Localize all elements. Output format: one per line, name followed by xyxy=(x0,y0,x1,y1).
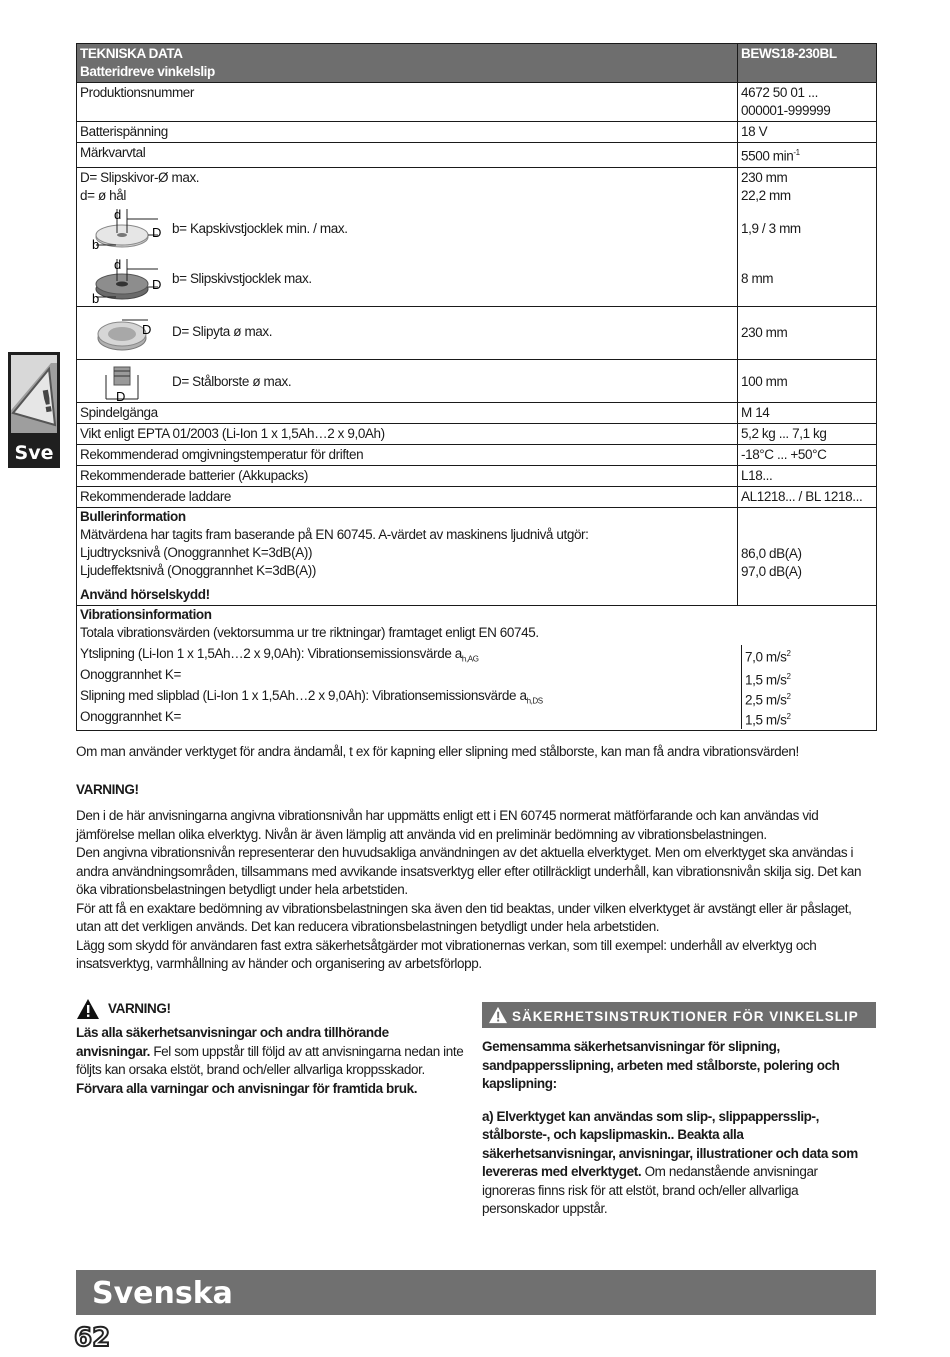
row-label: D= Slipskivor-Ø max. xyxy=(80,169,200,185)
left-warning-text xyxy=(76,1024,466,1080)
header-left-cell xyxy=(77,44,738,83)
sanding-pad-row xyxy=(80,308,734,358)
row-value: 230 mm xyxy=(738,306,877,359)
sanding-label-cell xyxy=(77,306,738,359)
table-row xyxy=(77,143,877,168)
noise-label-cell xyxy=(77,507,738,605)
noise-power-value: 97,0 dB(A) xyxy=(741,563,802,579)
wire-brush-icon xyxy=(86,363,166,403)
icon-letter-d: d xyxy=(114,206,121,222)
vib-sanding-k xyxy=(745,708,791,730)
vibration-cell xyxy=(77,605,877,730)
noise-value-cell xyxy=(738,507,877,605)
cutting-disc-icon xyxy=(86,207,166,255)
row-label: Vikt enligt EPTA 01/2003 (Li-Ion 1 x 1,5Ah…2 x 9,0Ah) xyxy=(77,423,738,444)
row-label: Rekommenderade laddare xyxy=(77,486,738,507)
row-value: 5,2 kg ... 7,1 kg xyxy=(738,423,877,444)
cutting-disc-row xyxy=(80,205,734,255)
row-value: 1,9 / 3 mm xyxy=(741,220,801,236)
brush-label-cell xyxy=(77,359,738,402)
row-value: AL1218... / BL 1218... xyxy=(738,486,877,507)
vib-grinding-value xyxy=(745,645,791,667)
grinding-disc-row xyxy=(80,255,734,305)
header-title: TEKNISKA DATA xyxy=(80,46,183,61)
row-label: Rekommenderade batterier (Akkupacks) xyxy=(77,465,738,486)
page-number: 62 xyxy=(74,1323,111,1353)
noise-section xyxy=(77,507,877,605)
vib-sanding-text: Slipning med slipblad (Li-Ion 1 x 1,5Ah…2 x 9,0Ah): Vibrationsemissionsvärde a xyxy=(80,687,527,703)
grinding-disc-icon xyxy=(86,257,166,305)
warning-paragraph: För att få en exaktare bedömning av vibrationsbelastningen ska även den tid beaktas, under vilken elverktyget är avstängt eller är påslaget, utan att det verkligen används. Det kan reducera vibrationsbelastningen betydligt under hela arbetstiden. xyxy=(76,900,852,934)
row-value-line2: 000001-999999 xyxy=(741,103,831,118)
noise-power-label: Ljudeffektsnivå (Onoggrannhet K=3dB(A)) xyxy=(80,562,316,578)
warning-body xyxy=(76,807,876,974)
row-value: -18°C ... +50°C xyxy=(738,444,877,465)
noise-pressure-value: 86,0 dB(A) xyxy=(741,545,802,561)
icon-letter-D: D xyxy=(142,321,151,337)
table-row-sanding xyxy=(77,306,877,359)
vibration-title: Vibrationsinformation xyxy=(80,606,212,622)
warning-paragraph: Den angivna vibrationsnivån representerar den huvudsakliga användningen av det aktuella elverktyget. Men om elverktyget ska användas i andra användningsområden, tillsammans med avvikande insatsverktyg eller efter otillräckligt underhåll, kan vibrationsnivån skilja sig. Det kan öka vibrationsbelastningen betydligt under hela arbetstiden. xyxy=(76,845,862,897)
right-item-a-text: Om nedanstående anvisningar ignoreras finns risk för att elstöt, brand och/eller allvarliga personskador uppstår. xyxy=(482,1164,818,1216)
table-row-dimensions xyxy=(77,167,877,306)
vib-sanding-sub: h,DS xyxy=(526,696,543,706)
side-tab-language-label: Sve xyxy=(14,442,54,464)
vib-sup: 2 xyxy=(786,711,791,721)
left-warning-block xyxy=(76,998,466,1098)
noise-intro: Mätvärdena har tagits fram baserande på EN 60745. A-värdet av maskinens ljudnivå utgör: xyxy=(80,526,589,542)
wire-brush-row xyxy=(80,361,734,401)
footer-language: Svenska xyxy=(92,1276,233,1311)
warning-triangle-icon xyxy=(11,355,57,433)
row-value: 230 mm xyxy=(741,169,788,185)
hearing-protection: Använd hörselskydd! xyxy=(80,586,210,602)
left-bold-text: Läs alla säkerhetsanvisningar och andra tillhörande anvisningar. xyxy=(76,1025,389,1059)
vib-sanding-value xyxy=(745,688,791,710)
vib-val: 1,5 m/s xyxy=(745,712,787,727)
row-value xyxy=(738,83,877,122)
technical-data-table xyxy=(76,43,877,731)
row-label: Batterispänning xyxy=(77,122,738,143)
row-label: Spindelgänga xyxy=(77,402,738,423)
vib-grinding-text: Ytslipning (Li-Ion 1 x 1,5Ah…2 x 9,0Ah): Vibrationsemissionsvärde a xyxy=(80,645,462,661)
row-value-line1: 4672 50 01 ... xyxy=(741,85,818,100)
left-keep-instructions: Förvara alla varningar och anvisningar för framtida bruk. xyxy=(76,1080,418,1096)
table-row xyxy=(77,122,877,143)
table-row xyxy=(77,83,877,122)
table-row xyxy=(77,465,877,486)
row-value: 8 mm xyxy=(741,270,774,286)
right-common-instructions: Gemensamma säkerhetsanvisningar för slipning, sandpappersslipning, arbeten med stålborste, polering och kapslipning: xyxy=(482,1039,840,1091)
vib-val: 2,5 m/s xyxy=(745,692,787,707)
dimensions-label-cell xyxy=(77,167,738,306)
speed-exponent: -1 xyxy=(793,148,800,157)
icon-letter-D: D xyxy=(116,388,125,403)
table-row xyxy=(77,444,877,465)
safety-section-title: SÄKERHETSINSTRUKTIONER FÖR VINKELSLIP xyxy=(512,1009,859,1024)
safety-section-header xyxy=(482,1002,876,1028)
noise-title: Bullerinformation xyxy=(80,508,186,524)
row-value xyxy=(738,143,877,168)
left-warning-title: VARNING! xyxy=(108,1000,171,1016)
icon-letter-D: D xyxy=(152,276,161,292)
vibration-intro: Totala vibrationsvärden (vektorsumma ur tre riktningar) framtaget enligt EN 60745. xyxy=(80,624,539,640)
row-label: b= Slipskivstjocklek max. xyxy=(172,270,312,286)
left-warning-heading xyxy=(76,998,466,1020)
vib-grinding-k xyxy=(745,668,791,690)
vib-grinding-sub: h,AG xyxy=(461,654,479,664)
vib-sup: 2 xyxy=(786,671,791,681)
row-label: D= Stålborste ø max. xyxy=(172,373,292,389)
row-value: L18... xyxy=(738,465,877,486)
noise-pressure-label: Ljudtrycksnivå (Onoggrannhet K=3dB(A)) xyxy=(80,544,313,560)
sanding-pad-icon xyxy=(86,310,166,358)
icon-letter-b: b xyxy=(92,290,99,305)
warning-paragraph: Lägg som skydd för användaren fast extra säkerhetsåtgärder mot vibrationernas verkan, som till exempel: underhåll av elverktyg och insatsverktyg, varmhållning av händer och organisering av arbetsförlopp. xyxy=(76,937,817,971)
header-model: BEWS18-230BL xyxy=(738,44,877,83)
row-label: b= Kapskivstjocklek min. / max. xyxy=(172,220,348,236)
vibration-section xyxy=(77,605,877,730)
right-safety-block xyxy=(482,1038,862,1219)
footer-language-bar xyxy=(76,1270,876,1315)
row-label: Rekommenderad omgivningstemperatur för driften xyxy=(77,444,738,465)
table-header-row xyxy=(77,44,877,83)
dimensions-value-cell xyxy=(738,167,877,306)
vibration-divider xyxy=(741,645,742,729)
table-row xyxy=(77,486,877,507)
icon-letter-b: b xyxy=(92,236,99,252)
row-label: Märkvarvtal xyxy=(77,143,738,168)
warning-triangle-icon xyxy=(76,998,100,1020)
vib-uncertainty-label: Onoggrannhet K= xyxy=(80,666,181,682)
speed-value: 5500 min xyxy=(741,148,794,164)
warning-paragraph: Den i de här anvisningarna angivna vibrationsnivån har uppmätts enligt ett i EN 60745 normerat mätförfarande och kan användas vid jämförelse mellan olika elverktyg. Nivån är även lämplig att använda vid en preliminär bedömning av vibrationsbelastningen. xyxy=(76,808,819,842)
language-side-tab xyxy=(8,352,60,468)
vibration-note: Om man använder verktyget för andra ändamål, t ex för kapning eller slipning med stålborste, kan man få andra vibrationsvärden! xyxy=(76,744,799,759)
row-label: Produktionsnummer xyxy=(77,83,738,122)
row-label: d= ø hål xyxy=(80,187,126,203)
table-row-brush xyxy=(77,359,877,402)
right-item-a-bold: a) Elverktyget kan användas som slip-, slippappersslip-, stålborste-, och kapslipmaskin.. Beakta alla säkerhetsanvisningar, anvisningar, illustrationer och data som levereras med elverktyget. xyxy=(482,1108,858,1179)
row-value: M 14 xyxy=(738,402,877,423)
right-item-a xyxy=(482,1108,862,1219)
left-plain-text: Fel som uppstår till följd av att anvisningarna nedan inte följts kan orsaka elstöt, brand och/eller allvarliga kroppsskador. xyxy=(76,1043,464,1077)
icon-letter-d: d xyxy=(114,256,121,272)
table-row xyxy=(77,402,877,423)
warning-triangle-icon xyxy=(488,1006,508,1024)
vib-val: 7,0 m/s xyxy=(745,649,787,664)
vib-uncertainty-label: Onoggrannhet K= xyxy=(80,708,181,724)
row-value: 18 V xyxy=(738,122,877,143)
vib-sup: 2 xyxy=(786,648,791,658)
header-subtitle: Batteridreve vinkelslip xyxy=(80,64,215,79)
vib-val: 1,5 m/s xyxy=(745,672,787,687)
vibration-values xyxy=(80,645,873,729)
row-value: 100 mm xyxy=(738,359,877,402)
warning-title: VARNING! xyxy=(76,782,139,797)
svg-text:!: ! xyxy=(37,383,57,421)
row-label: D= Slipyta ø max. xyxy=(172,323,273,339)
row-value: 22,2 mm xyxy=(741,187,791,203)
vib-sup: 2 xyxy=(786,691,791,701)
table-row xyxy=(77,423,877,444)
icon-letter-D: D xyxy=(152,224,161,240)
